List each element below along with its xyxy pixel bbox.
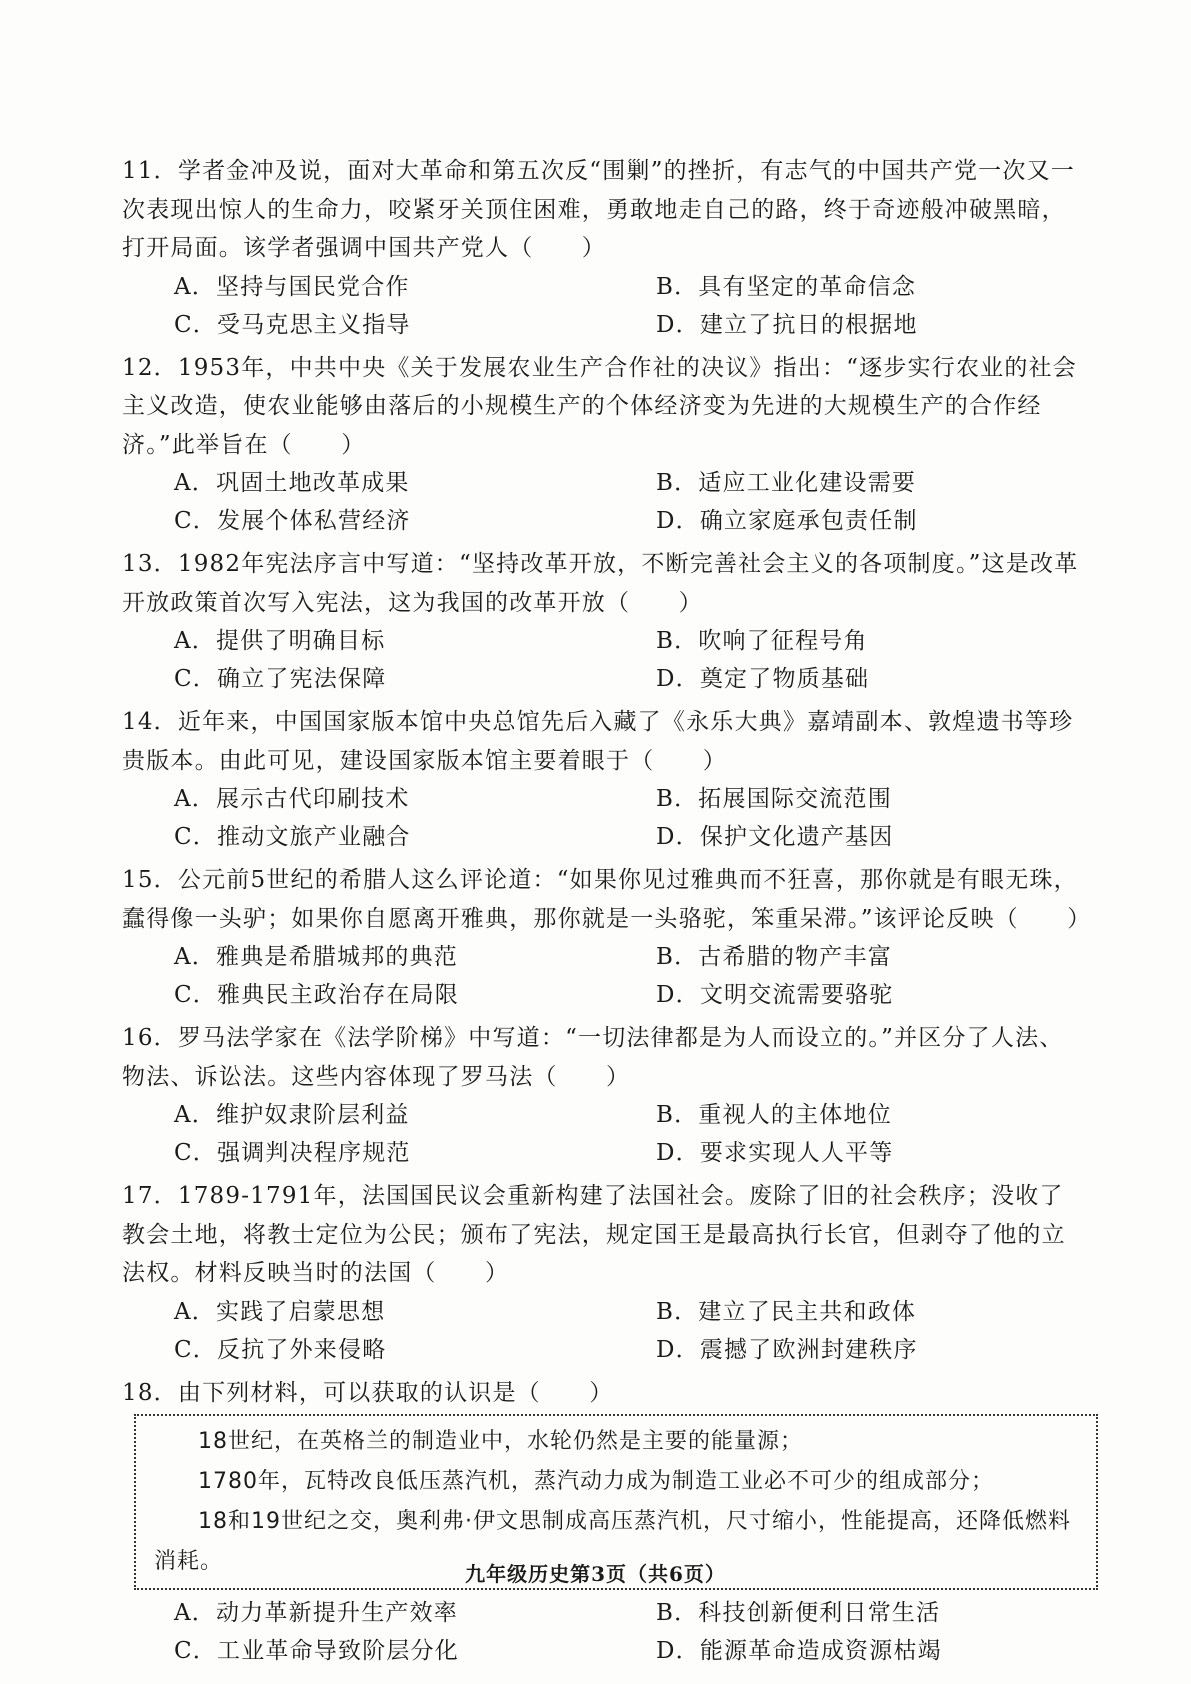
material-line: 1780年，瓦特改良低压蒸汽机，蒸汽动力成为制造工业必不可少的组成部分； xyxy=(198,1469,994,1494)
option-b: B．建立了民主共和政体 xyxy=(656,1298,917,1325)
question-stem: 17．1789-1791年，法国国民议会重新构建了法国社会。废除了旧的社会秩序；没收了教会土地，将教士定位为公民；颁布了宪法，规定国王是最高执行长官，但剥夺了他的立法权。材料反映当时的法国（ ） xyxy=(122,1183,1066,1286)
option-a: A．展示古代印刷技术 xyxy=(174,786,410,812)
option-a: A．雅典是希腊城邦的典范 xyxy=(174,944,459,970)
page-footer: 九年级历史第3页（共6页） xyxy=(465,1562,726,1586)
option-a: A．维护奴隶阶层利益 xyxy=(174,1102,410,1128)
option-grid xyxy=(174,938,1082,1014)
question-stem: 13．1982年宪法序言中写道：“坚持改革开放，不断完善社会主义的各项制度。”这是改革开放政策首次写入宪法，这为我国的改革开放（ ） xyxy=(122,551,1079,616)
option-d: D．建立了抗日的根据地 xyxy=(656,311,918,338)
option-grid xyxy=(174,780,1082,856)
option-a: A．动力革新提升生产效率 xyxy=(174,1600,459,1626)
option-b: B．具有坚定的革命信念 xyxy=(656,273,917,300)
question-list xyxy=(122,152,1092,1675)
question-12 xyxy=(122,349,1082,541)
option-grid xyxy=(174,1594,1082,1670)
option-c: C．工业革命导致阶层分化 xyxy=(174,1638,459,1664)
option-d: D．保护文化遗产基因 xyxy=(656,824,894,850)
option-grid xyxy=(174,268,1082,344)
option-a: A．巩固土地改革成果 xyxy=(174,470,410,496)
question-11 xyxy=(122,152,1082,344)
option-c: C．受马克思主义指导 xyxy=(174,311,411,338)
option-b: B．重视人的主体地位 xyxy=(656,1102,892,1128)
question-stem: 18．由下列材料，可以获取的认识是（ ） xyxy=(122,1379,614,1406)
option-c: C．推动文旅产业融合 xyxy=(174,824,411,850)
option-b: B．吹响了征程号角 xyxy=(656,628,868,654)
option-b: B．科技创新便利日常生活 xyxy=(656,1600,941,1626)
question-stem: 14．近年来，中国国家版本馆中央总馆先后入藏了《永乐大典》嘉靖副本、敦煌遗书等珍贵版本。由此可见，建设国家版本馆主要着眼于（ ） xyxy=(122,709,1074,774)
option-a: A．提供了明确目标 xyxy=(174,628,386,654)
option-grid xyxy=(174,464,1082,540)
option-d: D．文明交流需要骆驼 xyxy=(656,982,894,1008)
option-d: D．震撼了欧洲封建秩序 xyxy=(656,1336,918,1363)
option-a: A．实践了启蒙思想 xyxy=(174,1298,386,1325)
question-16 xyxy=(122,1019,1082,1172)
option-b: B．拓展国际交流范围 xyxy=(656,786,892,812)
option-c: C．确立了宪法保障 xyxy=(174,666,387,692)
question-13 xyxy=(122,545,1082,698)
option-c: C．雅典民主政治存在局限 xyxy=(174,982,459,1008)
option-d: D．要求实现人人平等 xyxy=(656,1140,894,1166)
question-17 xyxy=(122,1177,1082,1369)
option-c: C．发展个体私营经济 xyxy=(174,508,411,534)
material-line: 18世纪，在英格兰的制造业中，水轮仍然是主要的能量源； xyxy=(198,1429,803,1454)
question-stem: 11．学者金冲及说，面对大革命和第五次反“围剿”的挫折，有志气的中国共产党一次又一次表现出惊人的生命力，咬紧牙关顶住困难，勇敢地走自己的路，终于奇迹般冲破黑暗，打开局面。该学者强调中国共产党人（ ） xyxy=(122,158,1075,261)
question-18 xyxy=(122,1374,1082,1671)
option-c: C．反抗了外来侵略 xyxy=(174,1336,387,1363)
material-line: 18和19世纪之交，奥利弗·伊文思制成高压蒸汽机，尺寸缩小，性能提高，还降低燃料消耗。 xyxy=(154,1509,1071,1574)
option-c: C．强调判决程序规范 xyxy=(174,1140,411,1166)
option-d: D．确立家庭承包责任制 xyxy=(656,508,918,534)
question-15 xyxy=(122,861,1092,1014)
option-d: D．能源革命造成资源枯竭 xyxy=(656,1638,942,1664)
option-a: A．坚持与国民党合作 xyxy=(174,273,410,300)
option-grid xyxy=(174,1096,1082,1172)
option-grid xyxy=(174,622,1082,698)
question-stem: 16．罗马法学家在《法学阶梯》中写道：“一切法律都是为人而设立的。”并区分了人法、物法、诉讼法。这些内容体现了罗马法（ ） xyxy=(122,1025,1064,1090)
option-b: B．适应工业化建设需要 xyxy=(656,470,917,496)
option-grid xyxy=(174,1293,1082,1369)
question-stem: 15．公元前5世纪的希腊人这么评论道：“如果你见过雅典而不狂喜，那你就是有眼无珠，蠢得像一头驴；如果你自愿离开雅典，那你就是一头骆驼，笨重呆滞。”该评论反映（ ） xyxy=(122,867,1092,932)
question-stem: 12．1953年，中共中央《关于发展农业生产合作社的决议》指出：“逐步实行农业的社会主义改造，使农业能够由落后的小规模生产的个体经济变为先进的大规模生产的合作经济。”此举旨在（ ） xyxy=(122,354,1077,458)
option-d: D．奠定了物质基础 xyxy=(656,666,870,692)
question-14 xyxy=(122,703,1082,856)
option-b: B．古希腊的物产丰富 xyxy=(656,944,892,970)
